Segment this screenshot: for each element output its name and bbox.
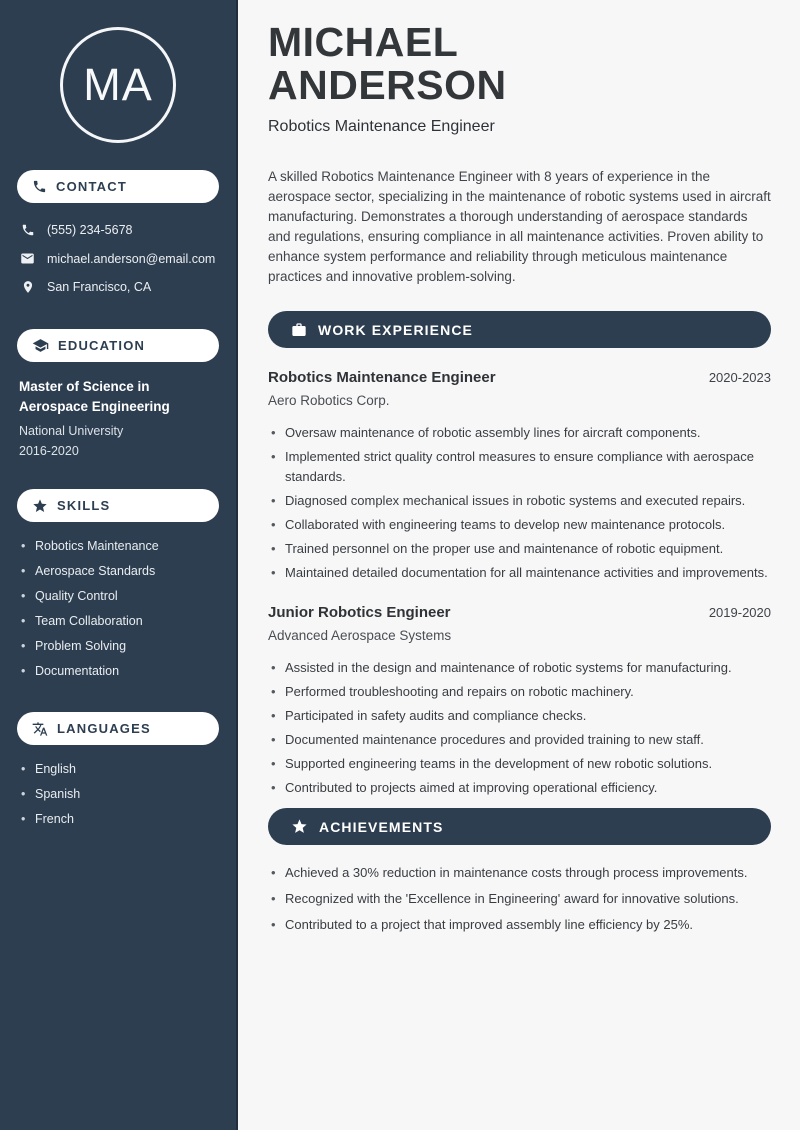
job-company: Aero Robotics Corp.: [268, 393, 390, 408]
contact-location: [17, 273, 219, 301]
contact-phone: [17, 216, 219, 244]
headline-job-title: Robotics Maintenance Engineer: [268, 118, 495, 135]
avatar: [60, 27, 176, 143]
job-header: [268, 369, 771, 386]
star-icon: [291, 818, 308, 835]
translate-icon: [32, 721, 48, 737]
skills-section-title: SKILLS: [57, 498, 111, 513]
first-name: MICHAEL: [268, 19, 459, 65]
contact-email: [17, 244, 219, 273]
name-heading: [268, 21, 771, 107]
job-company: Advanced Aerospace Systems: [268, 628, 452, 643]
language-item: • French: [17, 807, 219, 832]
achievement-bullet: • Achieved a 30% reduction in maintenance costs through process improvements.: [268, 863, 771, 883]
work-experience-section-title: WORK EXPERIENCE: [318, 321, 473, 338]
briefcase-icon: [291, 322, 307, 338]
job-dates: 2019-2020: [708, 605, 771, 620]
job-entry: [268, 369, 771, 583]
job-dates: 2020-2023: [708, 370, 771, 385]
job-bullet: • Maintained detailed documentation for all maintenance activities and improvements.: [268, 563, 771, 583]
job-bullet: • Participated in safety audits and compliance checks.: [268, 706, 771, 726]
job-bullet: • Documented maintenance procedures and provided training to new staff.: [268, 730, 771, 750]
education-degree: Master of Science in Aerospace Engineering: [19, 379, 170, 414]
skill-item: • Robotics Maintenance: [17, 534, 219, 559]
phone-icon: [32, 179, 47, 194]
achievements-section-title: ACHIEVEMENTS: [319, 818, 444, 835]
contact-phone-text: (555) 234-5678: [47, 223, 133, 237]
job-bullet: • Assisted in the design and maintenance of robotic systems for manufacturing.: [268, 658, 771, 678]
achievements-section-header: [268, 808, 771, 845]
avatar-initials: MA: [83, 59, 153, 110]
mail-icon: [20, 251, 35, 266]
job-bullet: • Collaborated with engineering teams to develop new maintenance protocols.: [268, 515, 771, 535]
job-bullet: • Performed troubleshooting and repairs on robotic machinery.: [268, 682, 771, 702]
job-bullet: • Trained personnel on the proper use and maintenance of robotic equipment.: [268, 539, 771, 559]
contact-list: [17, 216, 219, 301]
job-bullet: • Implemented strict quality control measures to ensure compliance with aerospace standards.: [268, 447, 771, 487]
education-entry: [17, 377, 219, 461]
job-entry: [268, 604, 771, 798]
skill-item: • Problem Solving: [17, 634, 219, 659]
education-school: National University: [19, 424, 124, 438]
phone-icon: [20, 223, 35, 237]
contact-section-header: [17, 170, 219, 203]
education-section-title: EDUCATION: [58, 338, 146, 353]
achievements-list: [268, 863, 771, 935]
job-bullet: • Diagnosed complex mechanical issues in robotic systems and executed repairs.: [268, 491, 771, 511]
job-bullet: • Oversaw maintenance of robotic assembly lines for aircraft components.: [268, 423, 771, 443]
job-bullet-list: [268, 423, 771, 583]
languages-list: [17, 757, 219, 832]
achievement-bullet: • Contributed to a project that improved assembly line efficiency by 25%.: [268, 915, 771, 935]
skill-item: • Documentation: [17, 659, 219, 684]
graduation-cap-icon: [32, 337, 49, 354]
work-experience-section-header: [268, 311, 771, 348]
job-header: [268, 604, 771, 621]
skills-list: [17, 534, 219, 684]
languages-section-title: LANGUAGES: [57, 721, 151, 736]
contact-email-text: michael.anderson@email.com: [47, 251, 216, 266]
job-bullet: • Supported engineering teams in the development of new robotic solutions.: [268, 754, 771, 774]
language-item: • Spanish: [17, 782, 219, 807]
job-role: Junior Robotics Engineer: [268, 604, 451, 621]
last-name: ANDERSON: [268, 62, 507, 108]
education-section-header: [17, 329, 219, 362]
skill-item: • Team Collaboration: [17, 609, 219, 634]
summary-paragraph: A skilled Robotics Maintenance Engineer with 8 years of experience in the aerospace sector, specializing in the maintenance of robotic systems used in aircraft manufacturing. Demonstrates a thorough understanding of aerospace standards and regulations, ensuring compliance in all maintenance activities. Proven ability to enhance system performance and reliability through meticulous maintenance practices and innovative problem-solving.: [268, 169, 771, 284]
job-bullet: • Contributed to projects aimed at improving operational efficiency.: [268, 778, 771, 798]
language-item: • English: [17, 757, 219, 782]
sidebar: [0, 0, 238, 1130]
job-role: Robotics Maintenance Engineer: [268, 369, 496, 386]
job-bullet-list: [268, 658, 771, 798]
skills-section-header: [17, 489, 219, 522]
contact-location-text: San Francisco, CA: [47, 280, 152, 294]
contact-section-title: CONTACT: [56, 179, 127, 194]
star-icon: [32, 498, 48, 514]
education-years: 2016-2020: [19, 444, 79, 458]
main-content: [238, 0, 800, 1130]
skill-item: • Quality Control: [17, 584, 219, 609]
languages-section-header: [17, 712, 219, 745]
achievement-bullet: • Recognized with the 'Excellence in Engineering' award for innovative solutions.: [268, 889, 771, 909]
location-icon: [20, 280, 35, 294]
skill-item: • Aerospace Standards: [17, 559, 219, 584]
